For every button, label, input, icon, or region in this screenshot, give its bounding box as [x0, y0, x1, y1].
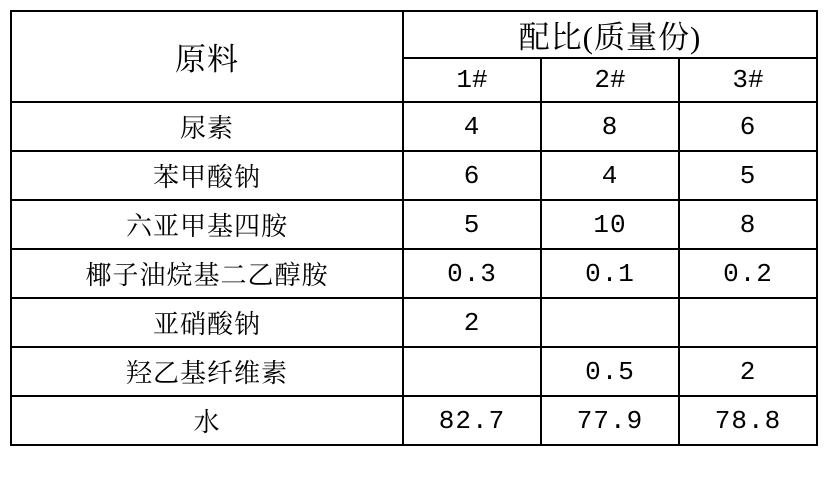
- row-value: 8: [679, 200, 817, 249]
- table-row: [11, 151, 817, 200]
- row-value: 77.9: [541, 396, 679, 445]
- row-value: 0.5: [541, 347, 679, 396]
- row-value: 82.7: [403, 396, 541, 445]
- row-value: 6: [403, 151, 541, 200]
- table-row: [11, 298, 817, 347]
- row-value: 0.2: [679, 249, 817, 298]
- row-label: 苯甲酸钠: [11, 151, 403, 200]
- row-value: [679, 298, 817, 347]
- row-value: 5: [679, 151, 817, 200]
- table-row: [11, 102, 817, 151]
- row-value: 2: [403, 298, 541, 347]
- row-label: 亚硝酸钠: [11, 298, 403, 347]
- table-row: [11, 396, 817, 445]
- row-value: 0.1: [541, 249, 679, 298]
- table-container: [10, 10, 816, 472]
- row-value: 4: [541, 151, 679, 200]
- row-value: 6: [679, 102, 817, 151]
- row-label: 六亚甲基四胺: [11, 200, 403, 249]
- row-value: [403, 347, 541, 396]
- header-raw-material: 原料: [11, 11, 403, 102]
- row-value: 78.8: [679, 396, 817, 445]
- row-value: 0.3: [403, 249, 541, 298]
- row-label: 水: [11, 396, 403, 445]
- table-row: [11, 347, 817, 396]
- header-ratio-group: 配比(质量份): [403, 11, 817, 58]
- row-label: 羟乙基纤维素: [11, 347, 403, 396]
- row-label: 椰子油烷基二乙醇胺: [11, 249, 403, 298]
- row-value: 4: [403, 102, 541, 151]
- header-sample-3: 3#: [679, 58, 817, 102]
- table-body: [11, 102, 817, 445]
- header-sample-2: 2#: [541, 58, 679, 102]
- row-value: 8: [541, 102, 679, 151]
- row-value: 10: [541, 200, 679, 249]
- table-row: [11, 200, 817, 249]
- formulation-table: [10, 10, 818, 446]
- row-value: 5: [403, 200, 541, 249]
- row-label: 尿素: [11, 102, 403, 151]
- header-sample-1: 1#: [403, 58, 541, 102]
- table-row: [11, 249, 817, 298]
- row-value: [541, 298, 679, 347]
- row-value: 2: [679, 347, 817, 396]
- header-row-primary: [11, 11, 817, 58]
- table-header: [11, 11, 817, 102]
